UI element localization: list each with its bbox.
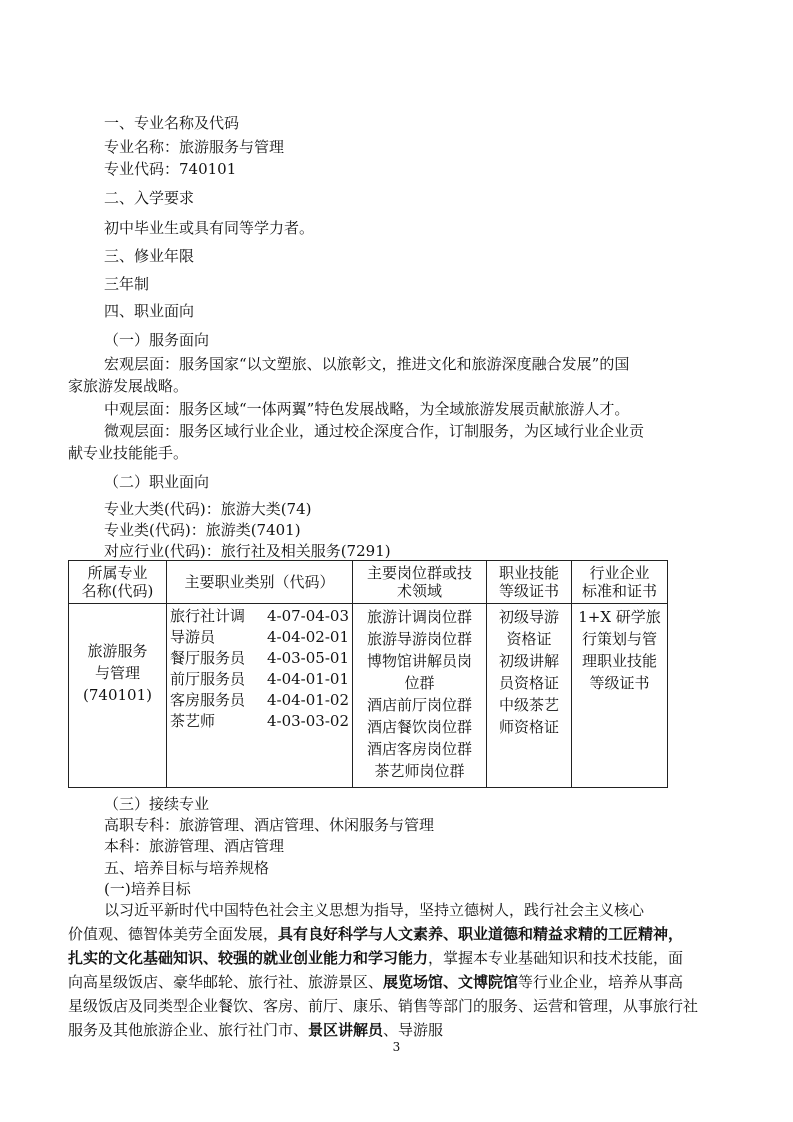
standards-cell: 1+X 研学旅 行策划与管 理职业技能 等级证书 xyxy=(572,604,668,788)
higher-vocational-line: 高职专科：旅游管理、酒店管理、休闲服务与管理 xyxy=(104,816,435,834)
section-4-heading: 四、职业面向 xyxy=(104,302,195,320)
table-row xyxy=(69,604,668,788)
major-name-line: 专业名称：旅游服务与管理 xyxy=(104,138,285,156)
header-major: 所属专业 名称(代码) xyxy=(69,561,167,604)
list-item: 旅行社计调 4-07-04-03 xyxy=(170,607,349,625)
table-header-row xyxy=(69,561,668,604)
section-5-heading: 五、培养目标与培养规格 xyxy=(104,859,270,877)
macro-level-line-2: 家旅游发展战略。 xyxy=(68,377,189,395)
undergraduate-line: 本科：旅游管理、酒店管理 xyxy=(104,837,285,855)
training-goal-paragraph: 以习近平新时代中国特色社会主义思想为指导，坚持立德树人，践行社会主义核心 价值观、德智体美劳全面发展，具有良好科学与人文素养、职业道德和精益求精的工匠精神，扎实的文化基础知识、较强的就业创业能力和学习能力，掌握本专业基础知识和技术技能，面向高星级饭店、豪华邮轮、旅行社、旅游景区、展览场馆、文博院馆等行业企业，培养从事高星级饭店及同类型企业餐饮、客房、前厅、康乐、销售等部门的服务、运营和管理，从事旅行社服务及其他旅游企业、旅行社门市、景区讲解员、导游服 xyxy=(68,901,699,1039)
list-item: 前厅服务员 4-04-01-01 xyxy=(170,670,349,688)
admission-text: 初中毕业生或具有同等学力者。 xyxy=(104,219,315,237)
macro-level-line-1: 宏观层面：服务国家“以文塑旅、以旅彰文，推进文化和旅游深度融合发展”的国 xyxy=(104,355,630,373)
career-orientation-heading: （二）职业面向 xyxy=(104,473,210,491)
major-code-line: 专业代码：740101 xyxy=(104,160,237,178)
emphasis-literacy: 具有良好科学与人文素养、职业道德和精益求精的工匠精神，扎实的文化基础知识、较强的就业创业能力和学习能力 xyxy=(68,925,684,967)
header-occupation: 主要职业类别（代码） xyxy=(167,561,353,604)
micro-level-line-1: 微观层面：服务区域行业企业，通过校企深度合作，订制服务，为区域行业企业贡 xyxy=(104,422,645,440)
major-cell: 旅游服务 与管理 (740101) xyxy=(69,604,167,788)
emphasis-venues: 展览场馆、文博院馆 xyxy=(383,973,519,991)
list-item: 客房服务员 4-04-01-02 xyxy=(170,691,349,709)
list-item: 茶艺师 4-03-03-02 xyxy=(170,712,349,730)
list-item: 导游员 4-04-02-01 xyxy=(170,628,349,646)
category-line: 专业大类(代码)：旅游大类(74) xyxy=(104,500,312,518)
service-orientation-heading: （一）服务面向 xyxy=(104,331,210,349)
positions-cell: 旅游计调岗位群 旅游导游岗位群 博物馆讲解员岗 位群 酒店前厅岗位群 酒店餐饮岗位群 酒店客房岗位群 茶艺师岗位群 xyxy=(353,604,487,788)
occupation-cell xyxy=(167,604,353,788)
continuing-major-heading: （三）接续专业 xyxy=(104,795,210,813)
section-1-heading: 一、专业名称及代码 xyxy=(104,114,240,132)
duration-text: 三年制 xyxy=(104,275,150,293)
section-3-heading: 三、修业年限 xyxy=(104,247,195,265)
certificates-cell: 初级导游 资格证 初级讲解 员资格证 中级茶艺 师资格证 xyxy=(487,604,572,788)
micro-level-line-2: 献专业技能能手。 xyxy=(68,444,189,462)
list-item: 餐厅服务员 4-03-05-01 xyxy=(170,649,349,667)
class-line: 专业类(代码)：旅游类(7401) xyxy=(104,521,301,539)
section-2-heading: 二、入学要求 xyxy=(104,189,195,207)
meso-level-line: 中观层面：服务区域“一体两翼”特色发展战略，为全域旅游发展贡献旅游人才。 xyxy=(104,400,630,418)
career-table xyxy=(68,560,668,788)
emphasis-guide: 景区讲解员 xyxy=(308,1021,384,1039)
page-number: 3 xyxy=(392,1040,401,1054)
training-goal-heading: (一)培养目标 xyxy=(104,880,191,898)
header-standards: 行业企业 标准和证书 xyxy=(572,561,668,604)
header-certificates: 职业技能 等级证书 xyxy=(487,561,572,604)
header-positions: 主要岗位群或技 术领域 xyxy=(353,561,487,604)
industry-line: 对应行业(代码)：旅行社及相关服务(7291) xyxy=(104,542,391,560)
